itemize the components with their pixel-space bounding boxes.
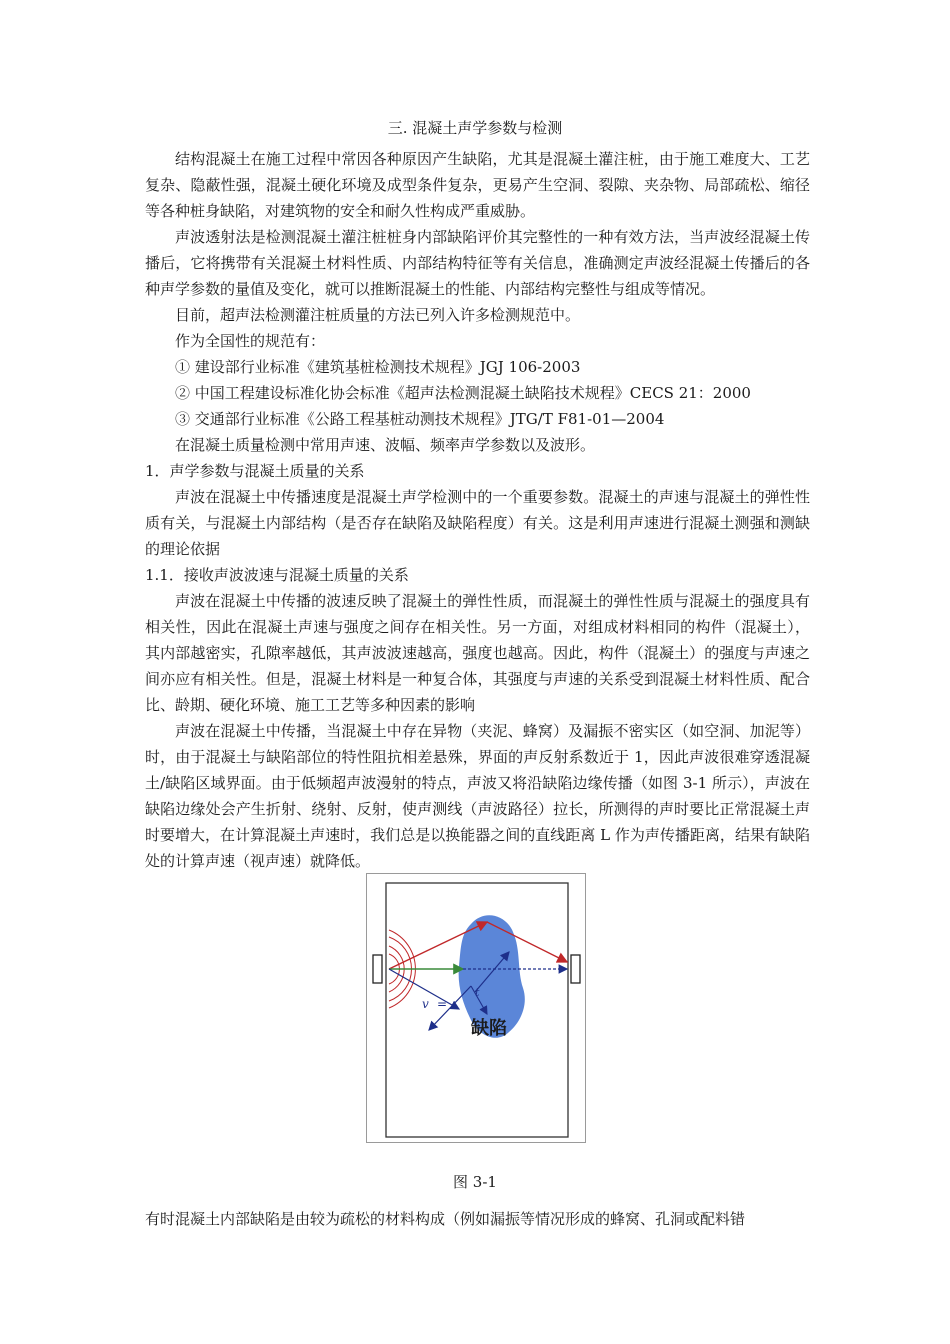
transducer-left xyxy=(373,955,382,983)
paragraph-parameters: 在混凝土质量检测中常用声速、波幅、频率声学参数以及波形。 xyxy=(175,436,596,454)
defect-label: 缺陷 xyxy=(471,1018,507,1039)
paragraph-strength: 声波在混凝土中传播的波速反映了混凝土的弹性性质，而混凝土的弹性性质与混凝土的强度具有相关性，因此在混凝土声速与强度之间存在相关性。另一方面，对组成材料相同的构件（混凝土），其内部越密实，孔隙率越低，其声波波速越高，强度也越高。因此，构件（混凝土）的强度与声速之间亦应有相关性。但是，混凝土材料是一种复合体，其强度与声速的关系受到混凝土材料性质、配合比、龄期、硬化环境、施工工艺等多种因素的影响 xyxy=(145,592,810,714)
body-text xyxy=(145,146,810,874)
section-title: 三. 混凝土声学参数与检测 xyxy=(387,119,563,137)
paragraph-intro: 结构混凝土在施工过程中常因各种原因产生缺陷，尤其是混凝土灌注桩，由于施工难度大、工艺复杂、隐蔽性强，混凝土硬化环境及成型条件复杂，更易产生空洞、裂隙、夹杂物、局部疏松、缩径等各种桩身缺陷，对建筑物的安全和耐久性构成严重威胁。 xyxy=(145,150,810,220)
transducer-right xyxy=(571,955,580,983)
formula-eq: = xyxy=(437,997,448,1011)
paragraph-velocity: 声波在混凝土中传播速度是混凝土声学检测中的一个重要参数。混凝土的声速与混凝土的弹性性质有关，与混凝土内部结构（是否存在缺陷及缺陷程度）有关。这是利用声速进行混凝土测强和测缺的理论依据 xyxy=(145,488,810,558)
heading-1: 1．声学参数与混凝土质量的关系 xyxy=(145,462,365,480)
paragraph-method: 声波透射法是检测混凝土灌注桩桩身内部缺陷评价其完整性的一种有效方法，当声波经混凝土传播后，它将携带有关混凝土材料性质、内部结构特征等有关信息，准确测定声波经混凝土传播后的各种声学参数的量值及变化，就可以推断混凝土的性能、内部结构完整性与组成等情况。 xyxy=(145,228,810,298)
standard-item-3: ③ 交通部行业标准《公路工程基桩动测技术规程》JTG/T F81-01—2004 xyxy=(175,410,665,428)
defect-diagram xyxy=(367,874,585,1142)
standard-item-2: ② 中国工程建设标准化协会标准《超声法检测混凝土缺陷技术规程》CECS 21：2000 xyxy=(175,384,751,402)
paragraph-defect: 声波在混凝土中传播，当混凝土中存在异物（夹泥、蜂窝）及漏振不密实区（如空洞、加泥等）时，由于混凝土与缺陷部位的特性阻抗相差悬殊，界面的声反射系数近于 1，因此声波很难穿透混凝土/缺陷区域界面。由于低频超声波漫射的特点，声波又将沿缺陷边缘传播（如图 3-1 所示），声波在缺陷边缘处会产生折射、绕射、反射，使声测线（声波路径）拉长，所测得的声时要比正常混凝土声时要增大，在计算混凝土声速时，我们总是以换能器之间的直线距离 L 作为声传播距离，结果有缺陷处的计算声速（视声速）就降低。 xyxy=(145,722,810,870)
formula-t: t xyxy=(475,986,480,999)
figure-caption: 图 3-1 xyxy=(453,1173,497,1191)
paragraph-last: 有时混凝土内部缺陷是由较为疏松的材料构成（例如漏振等情况形成的蜂窝、孔洞或配料错 xyxy=(145,1210,746,1228)
standard-item-1: ① 建设部行业标准《建筑基桩检测技术规程》JGJ 106-2003 xyxy=(175,358,581,376)
heading-1-1: 1.1．接收声波波速与混凝土质量的关系 xyxy=(145,566,409,584)
path-scatter-down xyxy=(429,986,471,1030)
formula-v: v xyxy=(422,997,429,1011)
paragraph-standards-intro: 作为全国性的规范有： xyxy=(175,332,326,350)
paragraph-current: 目前，超声法检测灌注桩质量的方法已列入许多检测规范中。 xyxy=(175,306,581,324)
figure-3-1 xyxy=(366,873,586,1143)
